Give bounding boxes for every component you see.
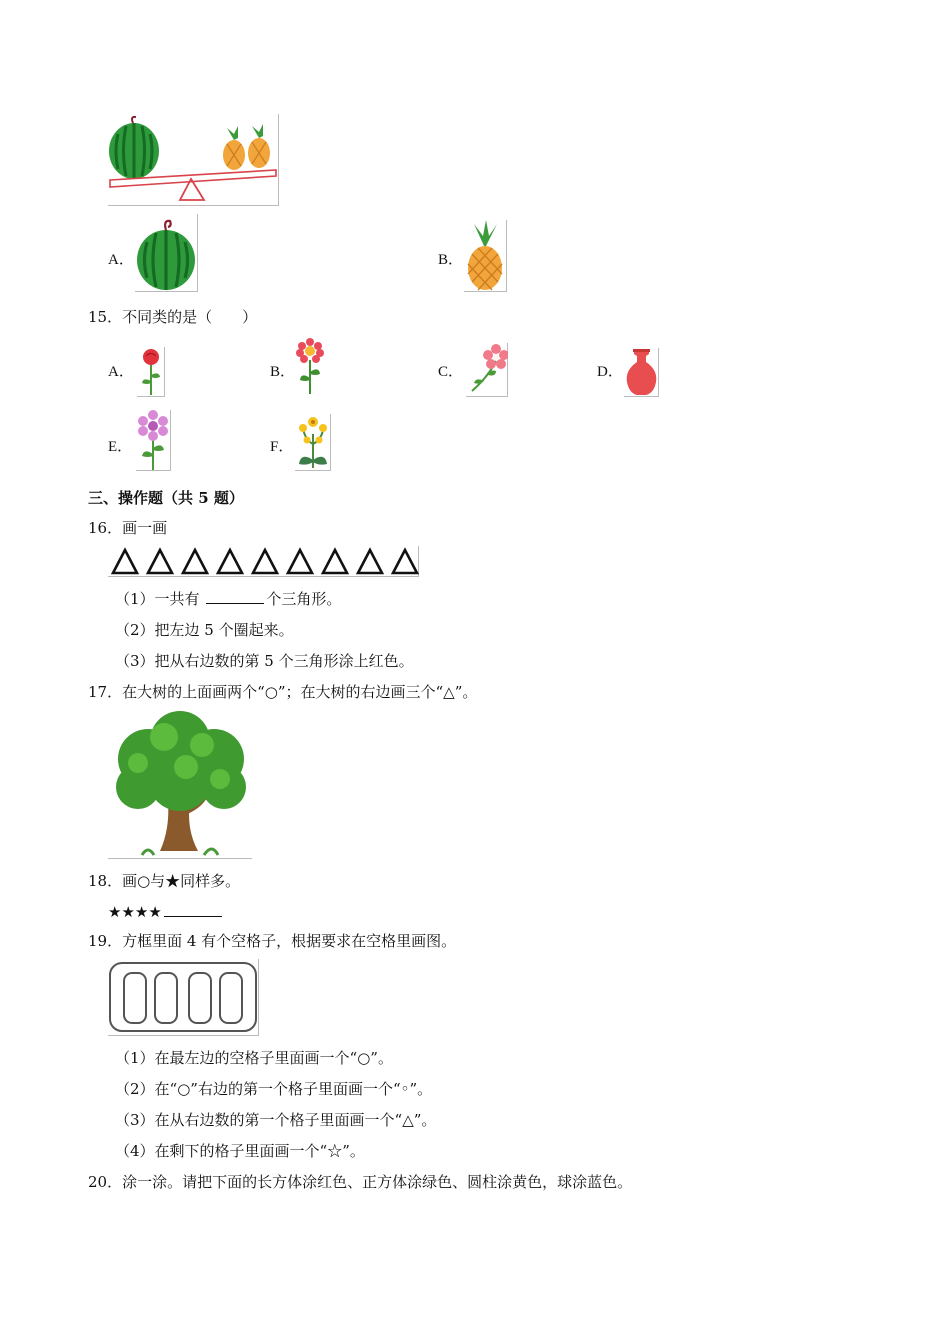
watermelon-icon[interactable] [135,214,198,292]
option-e-label: E． [108,439,133,455]
question-15-stem: 15．不同类的是（ ） [88,308,258,326]
rose-icon[interactable] [137,347,165,397]
pink-flower-branch-icon[interactable] [466,343,508,397]
balance-scale-picture [108,114,279,206]
question-18-stem: 18．画○与★同样多。 [88,872,241,890]
question-19-sub2: （2）在“○”右边的第一个格子里面画一个“◦”。 [115,1080,433,1098]
question-20-stem: 20．涂一涂。请把下面的长方体涂红色、正方体涂绿色、圆柱涂黄色，球涂蓝色。 [88,1173,633,1191]
four-cell-box [108,959,259,1036]
question-16-sub2: （2）把左边 5 个圈起来。 [115,621,294,639]
triangle[interactable] [288,550,312,573]
triangle-row [108,546,419,577]
triangle[interactable] [113,550,137,573]
tree-picture [108,709,252,859]
triangle[interactable] [393,550,417,573]
triangles-svg [108,546,419,577]
triangle[interactable] [358,550,382,573]
option-d-label: D． [597,364,623,380]
option-f-label: F． [270,439,294,455]
option-c-label: C． [438,364,464,380]
section-title: 三、操作题（共 5 题） [88,489,244,507]
triangle[interactable] [323,550,347,573]
question-19-sub4: （4）在剩下的格子里面画一个“☆”。 [115,1142,365,1160]
question-19-stem: 19．方框里面 4 有个空格子，根据要求在空格里画图。 [88,932,457,950]
triangle[interactable] [183,550,207,573]
question-16-sub1 [115,589,341,609]
triangle[interactable] [253,550,277,573]
yellow-flowers-icon[interactable] [295,414,331,471]
question-18-stars-line [108,902,224,922]
answer-blank[interactable] [164,902,222,917]
option-a-label: A． [108,364,134,380]
red-flower-icon[interactable] [296,338,324,396]
question-16-sub3: （3）把从右边数的第 5 个三角形涂上红色。 [115,652,414,670]
question-17-stem: 17．在大树的上面画两个“○”；在大树的右边画三个“△”。 [88,683,478,701]
question-19-sub1: （1）在最左边的空格子里面画一个“○”。 [115,1049,393,1067]
sub1-text-start: （1）一共有 [115,590,205,608]
answer-blank[interactable] [206,589,264,604]
triangle[interactable] [218,550,242,573]
option-a-label: A． [108,252,134,268]
sub1-text-end: 个三角形。 [266,590,342,608]
question-19-sub3: （3）在从右边数的第一个格子里面画一个“△”。 [115,1111,437,1129]
option-b-label: B． [438,252,464,268]
question-16-stem: 16．画一画 [88,519,168,537]
pineapple-icon[interactable] [464,220,507,292]
vase-icon[interactable] [624,348,659,397]
option-b-label: B． [270,364,296,380]
purple-flower-icon[interactable] [136,410,171,471]
triangle[interactable] [148,550,172,573]
stars: ★★★★ [108,903,162,921]
